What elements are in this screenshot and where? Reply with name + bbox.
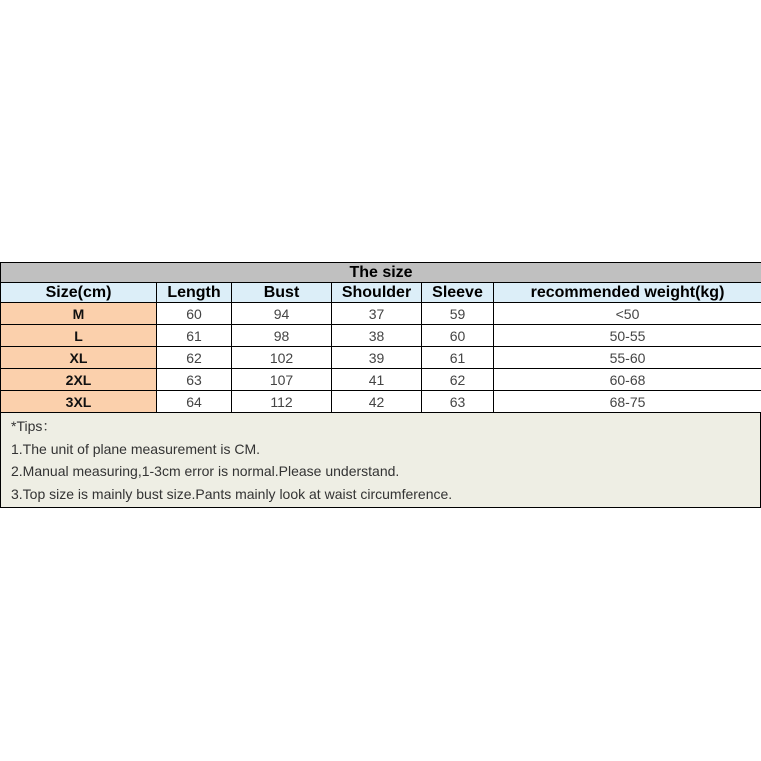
header-shoulder: Shoulder bbox=[332, 283, 422, 303]
sleeve-value: 60 bbox=[422, 325, 494, 347]
bust-value: 112 bbox=[232, 391, 332, 413]
tips-box bbox=[0, 413, 761, 508]
header-length: Length bbox=[157, 283, 232, 303]
length-value: 61 bbox=[157, 325, 232, 347]
length-value: 62 bbox=[157, 347, 232, 369]
size-table bbox=[0, 262, 761, 413]
header-weight: recommended weight(kg) bbox=[494, 283, 761, 303]
tip-line: 1.The unit of plane measurement is CM. bbox=[11, 440, 261, 457]
header-sleeve: Sleeve bbox=[422, 283, 494, 303]
table-row bbox=[1, 347, 761, 369]
shoulder-value: 37 bbox=[332, 303, 422, 325]
table-row bbox=[1, 369, 761, 391]
bust-value: 102 bbox=[232, 347, 332, 369]
sleeve-value: 61 bbox=[422, 347, 494, 369]
table-row bbox=[1, 303, 761, 325]
bust-value: 94 bbox=[232, 303, 332, 325]
length-value: 64 bbox=[157, 391, 232, 413]
table-row bbox=[1, 325, 761, 347]
size-label: 3XL bbox=[1, 391, 157, 413]
size-label: M bbox=[1, 303, 157, 325]
title-row bbox=[1, 263, 761, 283]
weight-value: 55-60 bbox=[494, 347, 761, 369]
weight-value: <50 bbox=[494, 303, 761, 325]
table-row bbox=[1, 391, 761, 413]
tip-line: 3.Top size is mainly bust size.Pants mainly look at waist circumference. bbox=[11, 485, 453, 502]
bust-value: 107 bbox=[232, 369, 332, 391]
bust-value: 98 bbox=[232, 325, 332, 347]
shoulder-value: 42 bbox=[332, 391, 422, 413]
length-value: 60 bbox=[157, 303, 232, 325]
length-value: 63 bbox=[157, 369, 232, 391]
shoulder-value: 41 bbox=[332, 369, 422, 391]
table-title: The size bbox=[1, 263, 761, 283]
sleeve-value: 59 bbox=[422, 303, 494, 325]
size-chart bbox=[0, 262, 761, 508]
weight-value: 60-68 bbox=[494, 369, 761, 391]
tip-line: 2.Manual measuring,1-3cm error is normal.Please understand. bbox=[11, 463, 400, 479]
shoulder-value: 38 bbox=[332, 325, 422, 347]
header-bust: Bust bbox=[232, 283, 332, 303]
sleeve-value: 63 bbox=[422, 391, 494, 413]
header-size: Size(cm) bbox=[1, 283, 157, 303]
weight-value: 68-75 bbox=[494, 391, 761, 413]
size-label: 2XL bbox=[1, 369, 157, 391]
shoulder-value: 39 bbox=[332, 347, 422, 369]
size-label: XL bbox=[1, 347, 157, 369]
header-row bbox=[1, 283, 761, 303]
sleeve-value: 62 bbox=[422, 369, 494, 391]
weight-value: 50-55 bbox=[494, 325, 761, 347]
size-label: L bbox=[1, 325, 157, 347]
tips-heading: *Tips： bbox=[11, 418, 57, 434]
